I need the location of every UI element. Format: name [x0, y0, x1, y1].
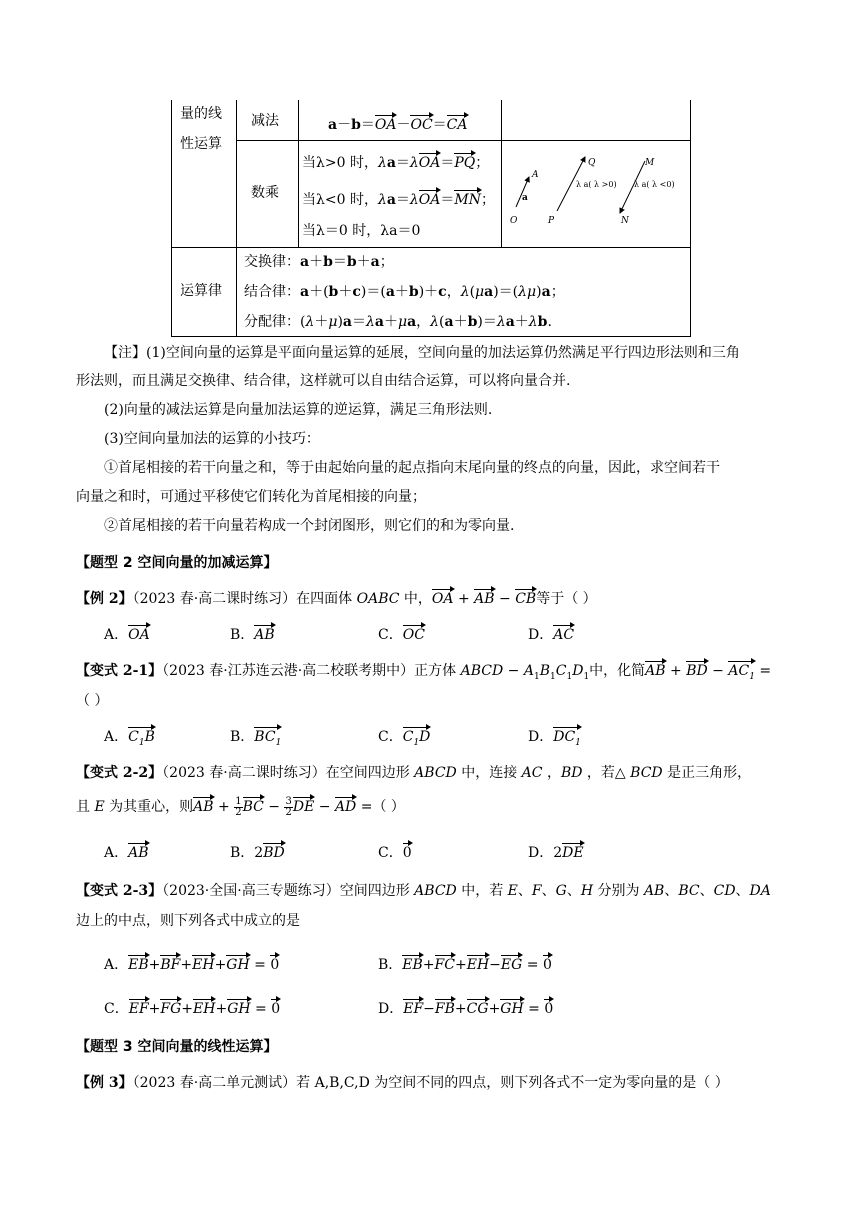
- subtraction-formula: a－b＝OA－OC＝CA: [328, 117, 468, 133]
- point-p-label: P: [548, 216, 555, 226]
- variant-2-1-line-2: （ ）: [76, 693, 109, 709]
- row-group-label-2: 性运算: [180, 136, 222, 152]
- variant-2-3-option-a[interactable]: A．EB+BF+EH+GH = 0: [104, 957, 280, 973]
- variant-2-1-option-d[interactable]: D．$DC_1$: [528, 729, 581, 748]
- scalar-case-positive: 当λ>0 时，λa＝λOA＝PQ；: [302, 155, 490, 171]
- scalar-case-negative: 当λ<0 时，λa＝λOA＝MN；: [302, 192, 495, 208]
- variant-2-1-option-a[interactable]: A．$C_1B$: [104, 729, 155, 748]
- variant-2-2-option-b[interactable]: B．2BD: [230, 845, 285, 861]
- point-m-label: M: [645, 158, 655, 168]
- scalar-label: 数乘: [251, 185, 279, 201]
- example-2-option-a[interactable]: A．OA: [104, 627, 150, 643]
- point-n-label: N: [621, 216, 629, 226]
- laws-label: 运算律: [180, 283, 222, 299]
- example-2-option-b[interactable]: B．AB: [230, 627, 275, 643]
- point-o-label: O: [510, 216, 518, 226]
- note-2: (2)向量的减法运算是向量加法运算的逆运算，满足三角形法则.: [104, 402, 493, 418]
- variant-2-2-option-a[interactable]: A．AB: [104, 845, 149, 861]
- note-3-1-line-1: ①首尾相接的若干向量之和，等于由起始向量的起点指向末尾向量的终点的向量，因此，求空间若干: [104, 460, 720, 476]
- note-3-2: ②首尾相接的若干向量若构成一个封闭图形，则它们的和为零向量.: [104, 518, 515, 534]
- variant-2-2-option-c[interactable]: C．0: [378, 845, 412, 861]
- example-2-stem: 【例 2】（2023 春·高二课时练习）在四面体 OABC 中，OA + AB − CB等于（ ）: [76, 591, 597, 607]
- note-1-line-2: 形法则，而且满足交换律、结合律，这样就可以自由结合运算，可以将向量合并.: [76, 373, 571, 389]
- variant-2-1-option-b[interactable]: B．$BC_1$: [230, 729, 282, 748]
- vector-a-label: a: [522, 193, 528, 203]
- type-3-heading: 【题型 3 空间向量的线性运算】: [76, 1039, 278, 1055]
- point-q-label: Q: [588, 158, 596, 168]
- lambda-positive-label: λ a( λ >0): [576, 180, 617, 189]
- associative-law: 结合律：a＋(b＋c)＝(a＋b)＋c，λ(μa)＝(λμ)a；: [244, 284, 565, 300]
- variant-2-1-option-c[interactable]: C．$C_1D$: [378, 729, 431, 748]
- variant-2-2-option-d[interactable]: D．2DE: [528, 845, 584, 861]
- example-3-stem: 【例 3】（2023 春·高二单元测试）若 A,B,C,D 为空间不同的四点，则下列各式不一定为零向量的是（ ）: [76, 1075, 729, 1091]
- lambda-negative-label: λ a( λ <0): [634, 180, 675, 189]
- type-2-heading: 【题型 2 空间向量的加减运算】: [76, 555, 278, 571]
- subtraction-figure-cell: [501, 100, 691, 141]
- point-a-label: A: [532, 170, 539, 180]
- variant-2-3-option-d[interactable]: D．EF−FB+CG+GH = 0: [378, 1001, 554, 1017]
- example-2-option-c[interactable]: C．OC: [378, 627, 425, 643]
- variant-2-3-option-b[interactable]: B．EB+FC+EH−EG = 0: [378, 957, 552, 973]
- distributive-law: 分配律：(λ＋μ)a＝λa＋μa，λ(a＋b)＝λa＋λb.: [244, 314, 552, 330]
- scalar-case-zero: 当λ＝0 时，λa＝0: [302, 223, 421, 239]
- variant-2-3-option-c[interactable]: C．EF+FG+EH+GH = 0: [104, 1001, 281, 1017]
- variant-2-2-line-2: 且 E 为其重心，则AB + $\frac{1}{2}$ BC − $\frac{3}{2}$ DE − AD =（ ）: [76, 795, 405, 818]
- variant-2-3-stem: 【变式 2-3】（2023·全国·高三专题练习）空间四边形 ABCD 中，若 E、F、G、H 分别为 AB、BC、CD、DA: [76, 883, 771, 899]
- commutative-law: 交换律：a＋b＝b＋a；: [244, 254, 394, 270]
- note-1-line-1: 【注】(1)空间向量的运算是平面向量运算的延展，空间向量的加法运算仍然满足平行四边形法则和三角: [104, 345, 740, 361]
- note-3: (3)空间向量加法的运算的小技巧：: [104, 431, 320, 447]
- subtraction-label: 减法: [251, 113, 279, 129]
- variant-2-2-stem: 【变式 2-2】（2023 春·高二课时练习）在空间四边形 ABCD 中，连接 AC ，BD ，若△ BCD 是正三角形，: [76, 765, 752, 781]
- note-3-1-line-2: 向量之和时，可通过平移使它们转化为首尾相接的向量；: [76, 489, 426, 505]
- scalar-multiplication-figure: [502, 141, 690, 247]
- variant-2-3-line-2: 边上的中点，则下列各式中成立的是: [76, 913, 300, 929]
- row-group-label-1: 量的线: [180, 106, 222, 122]
- variant-2-1-stem: 【变式 2-1】（2023 春·江苏连云港·高二校联考期中）正方体 ABCD − $A_1B_1C_1D_1$中，化简AB + BD − $AC_1$ =: [76, 663, 772, 682]
- example-2-option-d[interactable]: D．AC: [528, 627, 575, 643]
